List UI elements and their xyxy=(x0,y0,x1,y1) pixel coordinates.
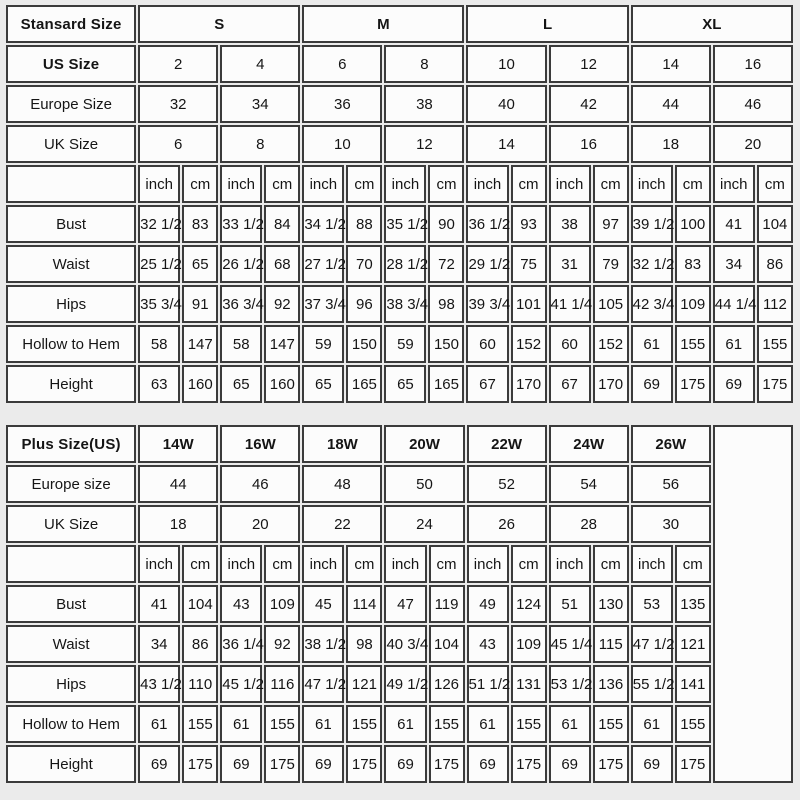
measure-value: 41 1/4 xyxy=(549,285,591,323)
measure-value: 175 xyxy=(757,365,793,403)
measure-value: 27 1/2 xyxy=(302,245,344,283)
measure-value: 104 xyxy=(182,585,218,623)
table-row xyxy=(6,165,793,203)
measure-value: 47 1/2 xyxy=(631,625,673,663)
measure-value: 47 xyxy=(384,585,426,623)
measure-value: 69 xyxy=(549,745,591,783)
measure-value: 98 xyxy=(428,285,464,323)
row-label: Europe Size xyxy=(6,85,136,123)
row-label: Hips xyxy=(6,665,136,703)
measure-value: 109 xyxy=(511,625,547,663)
measure-value: 61 xyxy=(549,705,591,743)
measure-value: 131 xyxy=(511,665,547,703)
measure-value: 160 xyxy=(264,365,300,403)
measure-value: 65 xyxy=(302,365,344,403)
size-group-header: 14W xyxy=(138,425,218,463)
measure-value: 61 xyxy=(631,325,673,363)
measure-value: 59 xyxy=(302,325,344,363)
size-value: 10 xyxy=(302,125,382,163)
size-value: 10 xyxy=(466,45,546,83)
row-label: UK Size xyxy=(6,125,136,163)
table-row xyxy=(6,285,793,323)
table-row xyxy=(6,205,793,243)
measure-value: 155 xyxy=(429,705,465,743)
unit-header: cm xyxy=(675,545,711,583)
measure-value: 45 xyxy=(302,585,344,623)
measure-value: 34 1/2 xyxy=(302,205,344,243)
measure-value: 67 xyxy=(549,365,591,403)
size-value: 56 xyxy=(631,465,711,503)
measure-value: 45 1/2 xyxy=(220,665,262,703)
measure-value: 51 xyxy=(549,585,591,623)
measure-value: 61 xyxy=(220,705,262,743)
size-group-header: M xyxy=(302,5,464,43)
measure-value: 170 xyxy=(511,365,547,403)
row-label: Hips xyxy=(6,285,136,323)
measure-value: 43 1/2 xyxy=(138,665,180,703)
size-value: 12 xyxy=(384,125,464,163)
size-value: 8 xyxy=(220,125,300,163)
measure-value: 35 3/4 xyxy=(138,285,180,323)
size-value: 44 xyxy=(631,85,711,123)
size-value: 48 xyxy=(302,465,382,503)
measure-value: 55 1/2 xyxy=(631,665,673,703)
row-label: Europe size xyxy=(6,465,136,503)
measure-value: 79 xyxy=(593,245,629,283)
size-value: 46 xyxy=(713,85,793,123)
table-row xyxy=(6,325,793,363)
measure-value: 83 xyxy=(675,245,711,283)
measure-value: 65 xyxy=(182,245,218,283)
measure-value: 43 xyxy=(467,625,509,663)
size-value: 24 xyxy=(384,505,464,543)
measure-value: 91 xyxy=(182,285,218,323)
measure-value: 112 xyxy=(757,285,793,323)
size-group-header: 26W xyxy=(631,425,711,463)
measure-value: 39 1/2 xyxy=(631,205,673,243)
empty-corner-cell xyxy=(6,165,136,203)
measure-value: 110 xyxy=(182,665,218,703)
measure-value: 69 xyxy=(302,745,344,783)
unit-header: inch xyxy=(467,545,509,583)
measure-value: 69 xyxy=(631,745,673,783)
measure-value: 152 xyxy=(593,325,629,363)
measure-value: 155 xyxy=(264,705,300,743)
table-row xyxy=(6,465,793,503)
measure-value: 26 1/2 xyxy=(220,245,262,283)
measure-value: 109 xyxy=(675,285,711,323)
measure-value: 101 xyxy=(511,285,547,323)
measure-value: 90 xyxy=(428,205,464,243)
unit-header: inch xyxy=(466,165,508,203)
size-value: 36 xyxy=(302,85,382,123)
size-value: 50 xyxy=(384,465,464,503)
size-value: 52 xyxy=(467,465,547,503)
size-value: 38 xyxy=(384,85,464,123)
measure-value: 152 xyxy=(511,325,547,363)
row-label: Waist xyxy=(6,625,136,663)
row-label: UK Size xyxy=(6,505,136,543)
size-value: 6 xyxy=(138,125,218,163)
unit-header: cm xyxy=(511,165,547,203)
size-value: 18 xyxy=(138,505,218,543)
empty-corner-cell xyxy=(6,545,136,583)
measure-value: 83 xyxy=(182,205,218,243)
size-group-header: 18W xyxy=(302,425,382,463)
measure-value: 175 xyxy=(593,745,629,783)
measure-value: 60 xyxy=(466,325,508,363)
size-value: 46 xyxy=(220,465,300,503)
unit-header: inch xyxy=(549,545,591,583)
table-row xyxy=(6,85,793,123)
measure-value: 38 3/4 xyxy=(384,285,426,323)
measure-value: 69 xyxy=(138,745,180,783)
measure-value: 100 xyxy=(675,205,711,243)
measure-value: 104 xyxy=(757,205,793,243)
plus-size-table xyxy=(4,423,795,785)
measure-value: 175 xyxy=(429,745,465,783)
measure-value: 150 xyxy=(428,325,464,363)
table-row xyxy=(6,45,793,83)
measure-value: 29 1/2 xyxy=(466,245,508,283)
measure-value: 38 1/2 xyxy=(302,625,344,663)
measure-value: 72 xyxy=(428,245,464,283)
size-value: 18 xyxy=(631,125,711,163)
measure-value: 69 xyxy=(384,745,426,783)
unit-header: cm xyxy=(346,165,382,203)
measure-value: 104 xyxy=(429,625,465,663)
empty-column-cell xyxy=(713,425,793,783)
measure-value: 165 xyxy=(346,365,382,403)
size-value: 22 xyxy=(302,505,382,543)
size-value: 6 xyxy=(302,45,382,83)
measure-value: 53 1/2 xyxy=(549,665,591,703)
unit-header: cm xyxy=(264,165,300,203)
measure-value: 150 xyxy=(346,325,382,363)
measure-value: 70 xyxy=(346,245,382,283)
row-label: Waist xyxy=(6,245,136,283)
measure-value: 114 xyxy=(346,585,382,623)
measure-value: 175 xyxy=(675,365,711,403)
unit-header: cm xyxy=(593,545,629,583)
size-group-header: 24W xyxy=(549,425,629,463)
measure-value: 33 1/2 xyxy=(220,205,262,243)
unit-header: inch xyxy=(138,165,180,203)
measure-value: 135 xyxy=(675,585,711,623)
measure-value: 96 xyxy=(346,285,382,323)
measure-value: 170 xyxy=(593,365,629,403)
measure-value: 121 xyxy=(675,625,711,663)
measure-value: 126 xyxy=(429,665,465,703)
measure-value: 61 xyxy=(713,325,755,363)
measure-value: 147 xyxy=(182,325,218,363)
measure-value: 38 xyxy=(549,205,591,243)
measure-value: 47 1/2 xyxy=(302,665,344,703)
unit-header: cm xyxy=(182,165,218,203)
measure-value: 88 xyxy=(346,205,382,243)
measure-value: 61 xyxy=(138,705,180,743)
row-label: Hollow to Hem xyxy=(6,705,136,743)
size-group-header: S xyxy=(138,5,300,43)
unit-header: inch xyxy=(220,545,262,583)
measure-value: 63 xyxy=(138,365,180,403)
measure-value: 93 xyxy=(511,205,547,243)
measure-value: 58 xyxy=(220,325,262,363)
unit-header: cm xyxy=(511,545,547,583)
measure-value: 65 xyxy=(384,365,426,403)
table-row xyxy=(6,125,793,163)
size-value: 30 xyxy=(631,505,711,543)
table-row xyxy=(6,245,793,283)
measure-value: 98 xyxy=(346,625,382,663)
size-value: 20 xyxy=(220,505,300,543)
size-value: 32 xyxy=(138,85,218,123)
row-label: US Size xyxy=(6,45,136,83)
measure-value: 175 xyxy=(675,745,711,783)
unit-header: inch xyxy=(302,545,344,583)
row-label: Bust xyxy=(6,205,136,243)
table-row xyxy=(6,705,793,743)
measure-value: 49 xyxy=(467,585,509,623)
size-value: 28 xyxy=(549,505,629,543)
measure-value: 155 xyxy=(757,325,793,363)
size-value: 20 xyxy=(713,125,793,163)
unit-header: cm xyxy=(757,165,793,203)
measure-value: 86 xyxy=(182,625,218,663)
unit-header: inch xyxy=(549,165,591,203)
measure-value: 65 xyxy=(220,365,262,403)
measure-value: 49 1/2 xyxy=(384,665,426,703)
measure-value: 43 xyxy=(220,585,262,623)
row-label: Hollow to Hem xyxy=(6,325,136,363)
size-value: 8 xyxy=(384,45,464,83)
measure-value: 175 xyxy=(264,745,300,783)
measure-value: 116 xyxy=(264,665,300,703)
unit-header: inch xyxy=(713,165,755,203)
measure-value: 155 xyxy=(346,705,382,743)
measure-value: 34 xyxy=(138,625,180,663)
table-gap xyxy=(4,405,796,423)
measure-value: 31 xyxy=(549,245,591,283)
measure-value: 124 xyxy=(511,585,547,623)
measure-value: 92 xyxy=(264,285,300,323)
size-value: 16 xyxy=(549,125,629,163)
size-group-header: 16W xyxy=(220,425,300,463)
measure-value: 44 1/4 xyxy=(713,285,755,323)
unit-header: cm xyxy=(428,165,464,203)
measure-value: 160 xyxy=(182,365,218,403)
unit-header: cm xyxy=(429,545,465,583)
size-value: 4 xyxy=(220,45,300,83)
measure-value: 97 xyxy=(593,205,629,243)
size-value: 26 xyxy=(467,505,547,543)
unit-header: inch xyxy=(631,545,673,583)
size-value: 14 xyxy=(631,45,711,83)
measure-value: 37 3/4 xyxy=(302,285,344,323)
size-group-header: 22W xyxy=(467,425,547,463)
size-value: 40 xyxy=(466,85,546,123)
unit-header: inch xyxy=(302,165,344,203)
measure-value: 68 xyxy=(264,245,300,283)
measure-value: 86 xyxy=(757,245,793,283)
measure-value: 136 xyxy=(593,665,629,703)
size-group-header: L xyxy=(466,5,628,43)
size-value: 16 xyxy=(713,45,793,83)
table-row xyxy=(6,5,793,43)
measure-value: 51 1/2 xyxy=(467,665,509,703)
measure-value: 175 xyxy=(346,745,382,783)
unit-header: inch xyxy=(220,165,262,203)
measure-value: 109 xyxy=(264,585,300,623)
corner-header-label: Stansard Size xyxy=(6,5,136,43)
unit-header: cm xyxy=(675,165,711,203)
measure-value: 121 xyxy=(346,665,382,703)
unit-header: cm xyxy=(182,545,218,583)
measure-value: 155 xyxy=(675,325,711,363)
measure-value: 155 xyxy=(511,705,547,743)
row-label: Bust xyxy=(6,585,136,623)
measure-value: 155 xyxy=(182,705,218,743)
measure-value: 84 xyxy=(264,205,300,243)
unit-header: inch xyxy=(138,545,180,583)
table-row xyxy=(6,585,793,623)
unit-header: cm xyxy=(264,545,300,583)
size-value: 44 xyxy=(138,465,218,503)
measure-value: 69 xyxy=(467,745,509,783)
size-value: 14 xyxy=(466,125,546,163)
table-row xyxy=(6,545,793,583)
table-row xyxy=(6,665,793,703)
measure-value: 175 xyxy=(511,745,547,783)
row-label: Height xyxy=(6,745,136,783)
size-value: 54 xyxy=(549,465,629,503)
table-row xyxy=(6,745,793,783)
measure-value: 119 xyxy=(429,585,465,623)
measure-value: 36 1/2 xyxy=(466,205,508,243)
size-value: 34 xyxy=(220,85,300,123)
measure-value: 32 1/2 xyxy=(138,205,180,243)
measure-value: 60 xyxy=(549,325,591,363)
size-group-header: XL xyxy=(631,5,793,43)
measure-value: 75 xyxy=(511,245,547,283)
measure-value: 40 3/4 xyxy=(384,625,426,663)
size-group-header: 20W xyxy=(384,425,464,463)
measure-value: 61 xyxy=(384,705,426,743)
measure-value: 147 xyxy=(264,325,300,363)
unit-header: inch xyxy=(384,545,426,583)
measure-value: 69 xyxy=(220,745,262,783)
measure-value: 155 xyxy=(675,705,711,743)
unit-header: cm xyxy=(593,165,629,203)
measure-value: 67 xyxy=(466,365,508,403)
size-value: 2 xyxy=(138,45,218,83)
measure-value: 155 xyxy=(593,705,629,743)
table-row xyxy=(6,365,793,403)
measure-value: 61 xyxy=(631,705,673,743)
unit-header: inch xyxy=(384,165,426,203)
measure-value: 175 xyxy=(182,745,218,783)
measure-value: 92 xyxy=(264,625,300,663)
measure-value: 141 xyxy=(675,665,711,703)
table-row xyxy=(6,505,793,543)
measure-value: 53 xyxy=(631,585,673,623)
measure-value: 39 3/4 xyxy=(466,285,508,323)
measure-value: 25 1/2 xyxy=(138,245,180,283)
measure-value: 59 xyxy=(384,325,426,363)
standard-size-table xyxy=(4,3,795,405)
measure-value: 69 xyxy=(713,365,755,403)
measure-value: 41 xyxy=(138,585,180,623)
size-value: 12 xyxy=(549,45,629,83)
unit-header: cm xyxy=(346,545,382,583)
measure-value: 61 xyxy=(302,705,344,743)
measure-value: 36 3/4 xyxy=(220,285,262,323)
measure-value: 34 xyxy=(713,245,755,283)
measure-value: 35 1/2 xyxy=(384,205,426,243)
measure-value: 130 xyxy=(593,585,629,623)
measure-value: 61 xyxy=(467,705,509,743)
measure-value: 45 1/4 xyxy=(549,625,591,663)
measure-value: 42 3/4 xyxy=(631,285,673,323)
measure-value: 28 1/2 xyxy=(384,245,426,283)
measure-value: 58 xyxy=(138,325,180,363)
measure-value: 41 xyxy=(713,205,755,243)
measure-value: 115 xyxy=(593,625,629,663)
table-row xyxy=(6,425,793,463)
row-label: Height xyxy=(6,365,136,403)
measure-value: 69 xyxy=(631,365,673,403)
measure-value: 105 xyxy=(593,285,629,323)
unit-header: inch xyxy=(631,165,673,203)
measure-value: 165 xyxy=(428,365,464,403)
measure-value: 36 1/4 xyxy=(220,625,262,663)
table-row xyxy=(6,625,793,663)
measure-value: 32 1/2 xyxy=(631,245,673,283)
corner-header-label: Plus Size(US) xyxy=(6,425,136,463)
size-value: 42 xyxy=(549,85,629,123)
